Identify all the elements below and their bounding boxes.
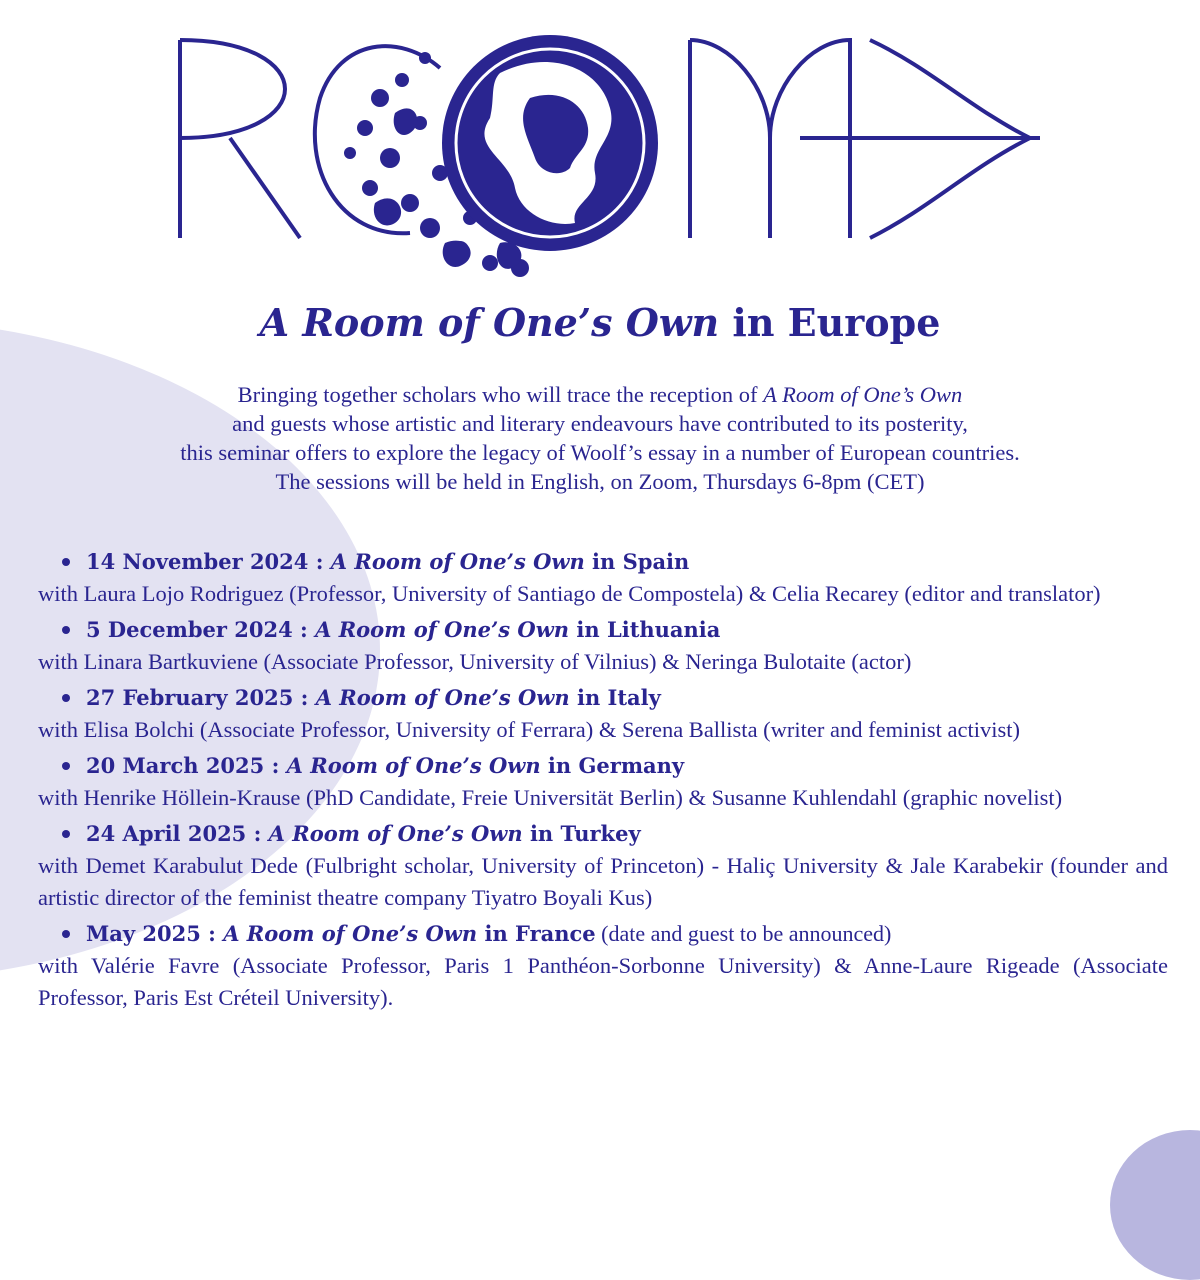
- session-heading: [38, 818, 1168, 850]
- intro-paragraph: [60, 380, 1140, 496]
- session-guests: with Henrike Höllein-Krause (PhD Candidate, Freie Universität Berlin) & Susanne Kuhlendahl (graphic novelist): [38, 785, 1063, 810]
- session-country: in Turkey: [522, 821, 641, 846]
- session-item: [38, 818, 1168, 914]
- session-book-title: A Room of One’s Own: [268, 821, 523, 846]
- session-item: [38, 750, 1168, 814]
- session-country: in France: [477, 921, 596, 946]
- background-blob-right: [1110, 1130, 1200, 1280]
- bullet-icon: [62, 830, 70, 838]
- session-country: in Germany: [540, 753, 685, 778]
- bullet-icon: [62, 762, 70, 770]
- session-book-title: A Room of One’s Own: [330, 549, 585, 574]
- session-heading: [38, 750, 1168, 782]
- intro-line-4: The sessions will be held in English, on Zoom, Thursdays 6-8pm (CET): [275, 469, 925, 494]
- session-book-title: A Room of One’s Own: [315, 617, 570, 642]
- session-country: in Italy: [569, 685, 661, 710]
- session-date: May 2025 :: [86, 921, 224, 946]
- page-title: [0, 300, 1200, 345]
- session-date: 24 April 2025 :: [86, 821, 269, 846]
- room-logo: [170, 28, 1050, 278]
- title-rest: in Europe: [719, 300, 941, 345]
- session-heading: [38, 682, 1168, 714]
- session-guests: with Elisa Bolchi (Associate Professor, University of Ferrara) & Serena Ballista (writer and feminist activist): [38, 717, 1020, 742]
- session-country: in Lithuania: [569, 617, 721, 642]
- session-guests: with Valérie Favre (Associate Professor, Paris 1 Panthéon-Sorbonne University) & Anne-Laure Rigeade (Associate Professor, Paris Est Créteil University).: [38, 953, 1168, 1010]
- intro-line-1-italic: A Room of One’s Own: [763, 382, 963, 407]
- intro-line-1-text: Bringing together scholars who will trace the reception of: [237, 382, 764, 407]
- session-item: [38, 546, 1168, 610]
- session-date: 20 March 2025 :: [86, 753, 287, 778]
- bullet-icon: [62, 626, 70, 634]
- session-heading: [38, 546, 1168, 578]
- session-guests: with Linara Bartkuviene (Associate Professor, University of Vilnius) & Neringa Bulotaite (actor): [38, 649, 912, 674]
- session-book-title: A Room of One’s Own: [223, 921, 478, 946]
- session-item: [38, 918, 1168, 1014]
- session-heading: [38, 918, 1168, 950]
- intro-line-2: and guests whose artistic and literary endeavours have contributed to its posterity,: [232, 411, 968, 436]
- bullet-icon: [62, 694, 70, 702]
- intro-line-3: this seminar offers to explore the legacy of Woolf’s essay in a number of European countries.: [180, 440, 1020, 465]
- session-country: in Spain: [584, 549, 690, 574]
- session-guests: with Laura Lojo Rodriguez (Professor, University of Santiago de Compostela) & Celia Recarey (editor and translator): [38, 581, 1101, 606]
- session-heading: [38, 614, 1168, 646]
- session-note: (date and guest to be announced): [595, 921, 892, 946]
- session-book-title: A Room of One’s Own: [286, 753, 541, 778]
- session-date: 5 December 2024 :: [86, 617, 316, 642]
- bullet-icon: [62, 930, 70, 938]
- bullet-icon: [62, 558, 70, 566]
- session-date: 14 November 2024 :: [86, 549, 331, 574]
- intro-line-1: [60, 380, 1140, 409]
- session-book-title: A Room of One’s Own: [315, 685, 570, 710]
- session-item: [38, 614, 1168, 678]
- session-list: [38, 546, 1168, 1018]
- session-guests: with Demet Karabulut Dede (Fulbright scholar, University of Princeton) - Haliç University & Jale Karabekir (founder and artistic director of the feminist theatre company Tiyatro Boyali Kus): [38, 853, 1168, 910]
- session-item: [38, 682, 1168, 746]
- session-date: 27 February 2025 :: [86, 685, 316, 710]
- title-italic: A Room of One’s Own: [259, 300, 720, 345]
